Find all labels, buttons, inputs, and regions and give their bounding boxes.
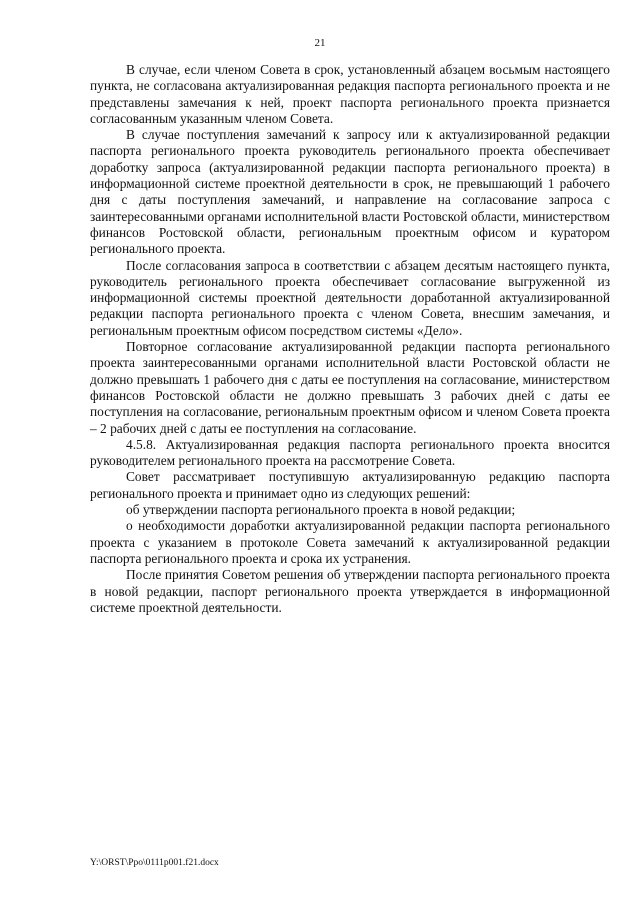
document-body [90,62,610,616]
paragraph-not-agreed-in-time: В случае, если членом Совета в срок, установленный абзацем восьмым настоящего пункта, не согласована актуализированная редакция паспорта регионального проекта и не представлены замечания к ней, проект паспорта регионального проекта признается согласованным указанным членом Совета. [90,62,610,126]
page-number: 21 [314,37,326,49]
paragraph-after-agreement: После согласования запроса в соответствии с абзацем десятым настоящего пункта, руководитель регионального проекта обеспечивает согласование выгруженной из информационной системы проектной деятельности доработанной актуализированной редакции паспорта регионального проекта с членом Совета, внесшим замечания, и региональным проектным офисом посредством системы «Дело». [90,257,610,338]
paragraph-decision-revise: о необходимости доработки актуализированной редакции паспорта регионального проекта с указанием в протоколе Совета замечаний к актуализированной редакции паспорта регионального проекта и срока их устранения. [90,518,610,566]
paragraph-after-approval: После принятия Советом решения об утверждении паспорта регионального проекта в новой редакции, паспорт регионального проекта утверждается в информационной системе проектной деятельности. [90,567,610,615]
paragraph-council-decisions: Совет рассматривает поступившую актуализированную редакцию паспорта регионального проекта и принимает одно из следующих решений: [90,469,610,501]
paragraph-remarks-revision: В случае поступления замечаний к запросу или к актуализированной редакции паспорта регионального проекта руководитель регионального проекта обеспечивает доработку запроса (актуализированной редакции паспорта регионального проекта) в информационной системе проектной деятельности в срок, не превышающий 1 рабочего дня с даты поступления замечаний, и направление на согласование запроса с заинтересованными органами исполнительной власти Ростовской области, министерством финансов Ростовской области, региональным проектным офисом и куратором регионального проекта. [90,127,610,257]
footer-file-path: Y:\ORST\Ppo\0111p001.f21.docx [90,858,219,868]
paragraph-repeat-agreement-terms: Повторное согласование актуализированной редакции паспорта регионального проекта заинтересованными органами исполнительной власти Ростовской области не должно превышать 1 рабочего дня с даты ее поступления на согласование, министерством финансов Ростовской области не должно превышать 3 рабочих дней с даты ее поступления на согласование, региональным проектным офисом и членом Совета проекта – 2 рабочих дней с даты ее поступления на согласование. [90,339,610,436]
paragraph-section-4-5-8: 4.5.8. Актуализированная редакция паспорта регионального проекта вносится руководителем регионального проекта на рассмотрение Совета. [90,436,610,469]
paragraph-decision-approve: об утверждении паспорта регионального проекта в новой редакции; [126,502,516,518]
